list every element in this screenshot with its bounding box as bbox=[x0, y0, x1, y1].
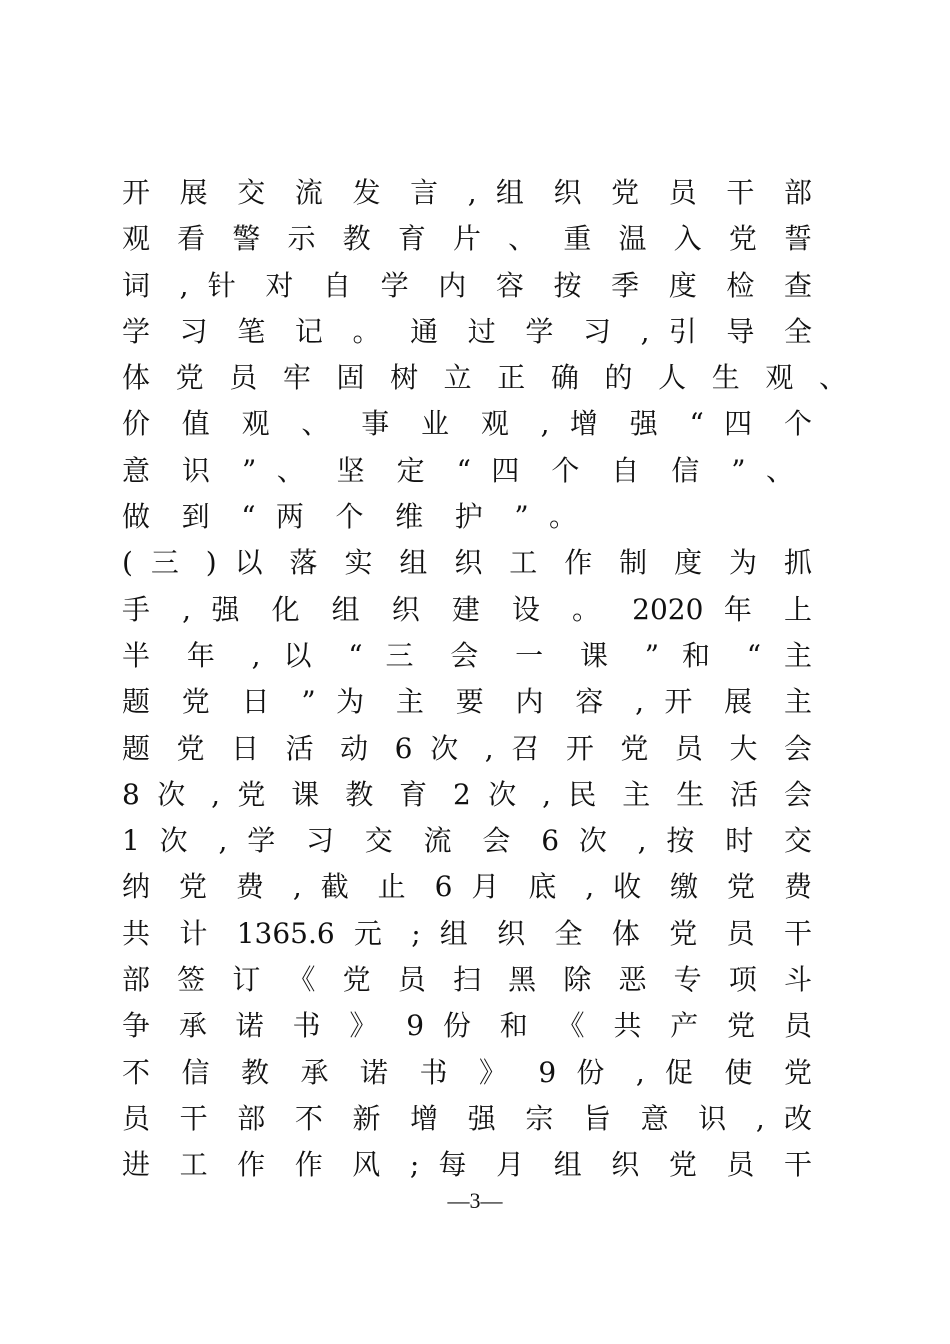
body-text bbox=[122, 170, 847, 1189]
text-line: 体 党 员 牢 固 树 立 正 确 的 人 生 观 、 bbox=[122, 361, 847, 395]
text-line: 观 看 警 示 教 育 片 、 重 温 入 党 誓 bbox=[122, 222, 812, 256]
text-line: 价 值 观 、 事 业 观 , 增 强 “ 四 个 bbox=[122, 407, 812, 441]
text-line: 争 承 诺 书 》 9 份 和 《 共 产 党 员 bbox=[122, 1009, 812, 1043]
text-line: 词 , 针 对 自 学 内 容 按 季 度 检 查 bbox=[122, 268, 812, 302]
text-line: 题 党 日 ” 为 主 要 内 容 , 开 展 主 bbox=[122, 685, 812, 719]
page-number: —3— bbox=[447, 1188, 503, 1213]
text-line: 1 次 , 学 习 交 流 会 6 次 , 按 时 交 bbox=[122, 824, 812, 858]
text-line: 意 识 ” 、 坚 定 “ 四 个 自 信 ” 、 bbox=[122, 453, 794, 487]
text-line: 部 签 订 《 党 员 扫 黑 除 恶 专 项 斗 bbox=[122, 963, 812, 997]
text-line: 手 , 强 化 组 织 建 设 。 2020 年 上 bbox=[122, 592, 812, 626]
text-line: 员 干 部 不 新 增 强 宗 旨 意 识 , 改 bbox=[122, 1101, 812, 1135]
text-line: 做 到 “ 两 个 维 护 ” 。 bbox=[122, 500, 577, 534]
text-line: ( 三 ) 以 落 实 组 织 工 作 制 度 为 抓 bbox=[122, 546, 812, 580]
text-line: 共 计 1365.6 元 ; 组 织 全 体 党 员 干 bbox=[122, 916, 812, 950]
text-line: 进 工 作 作 风 ; 每 月 组 织 党 员 干 bbox=[122, 1148, 812, 1182]
text-line: 8 次 , 党 课 教 育 2 次 , 民 主 生 活 会 bbox=[122, 777, 812, 811]
text-line: 不 信 教 承 诺 书 》 9 份 , 促 使 党 bbox=[122, 1055, 812, 1089]
text-line: 半 年 , 以 “ 三 会 一 课 ” 和 “ 主 bbox=[122, 638, 812, 672]
text-line: 纳 党 费 , 截 止 6 月 底 , 收 缴 党 费 bbox=[122, 870, 812, 904]
text-line: 学 习 笔 记 。 通 过 学 习 , 引 导 全 bbox=[122, 314, 812, 348]
text-line: 题 党 日 活 动 6 次 , 召 开 党 员 大 会 bbox=[122, 731, 812, 765]
text-line: 开 展 交 流 发 言 , 组 织 党 员 干 部 bbox=[122, 176, 812, 209]
